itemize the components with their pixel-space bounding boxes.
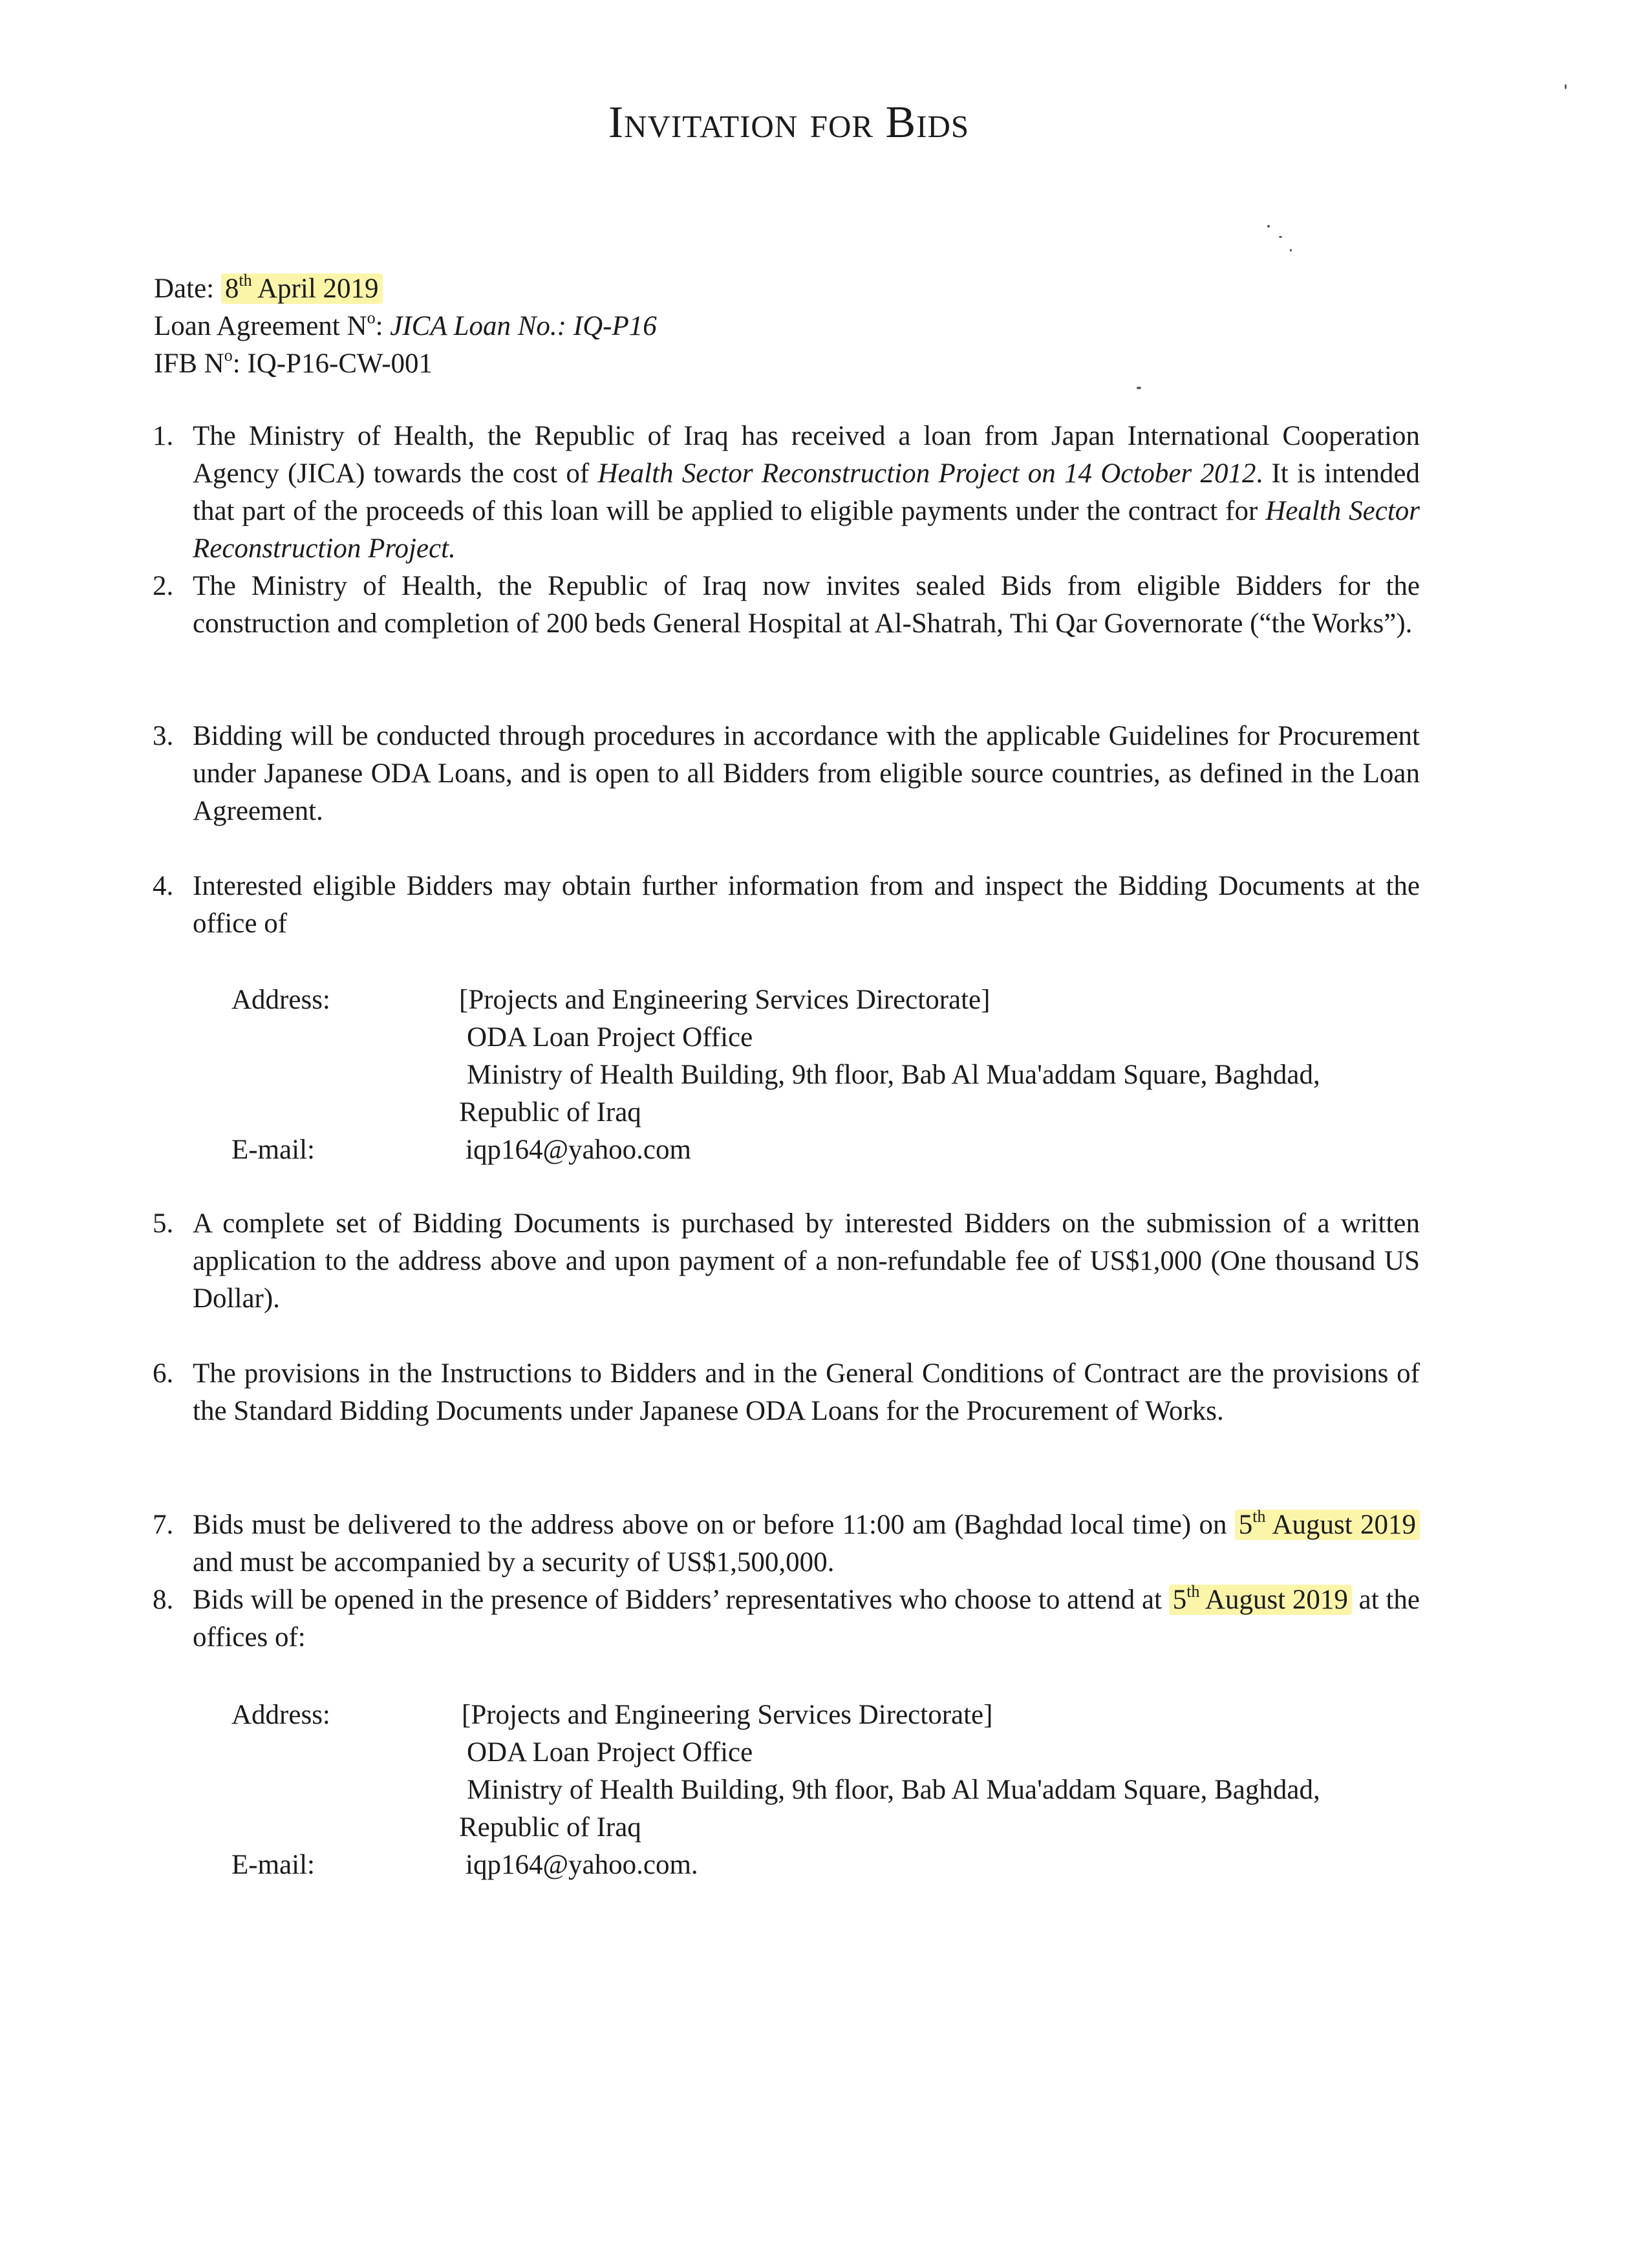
paragraph-8 xyxy=(153,1581,1420,1656)
project-name-italic: Health Sector Reconstruction Project on 14 October 2012 xyxy=(597,458,1256,489)
document-meta xyxy=(154,270,657,383)
deadline-suffix: th xyxy=(1252,1507,1266,1526)
email-label: E-mail: xyxy=(231,1135,315,1165)
paragraph-text-part: Bids will be opened in the presence of Bidders’ representatives who choose to attend at xyxy=(193,1585,1169,1615)
paragraph-1 xyxy=(153,418,1420,568)
paragraph-number: 8. xyxy=(153,1585,174,1615)
paragraph-number: 6. xyxy=(153,1358,174,1389)
address-line: [Projects and Engineering Services Directorate] xyxy=(459,985,991,1015)
ifb-colon: : xyxy=(232,348,241,379)
address-label: Address: xyxy=(231,1700,330,1730)
opening-month-year: August 2019 xyxy=(1205,1585,1348,1615)
address-line: Republic of Iraq xyxy=(459,1097,641,1128)
loan-agreement-sup: o xyxy=(367,308,376,327)
document-title: Invitation for Bids xyxy=(608,98,970,147)
opening-day: 5 xyxy=(1172,1585,1187,1615)
paragraph-6 xyxy=(153,1355,1420,1430)
deadline-date xyxy=(1235,1507,1420,1540)
project-name-italic: Health Sector Reconstruction Project. xyxy=(193,496,1420,564)
deadline-month-year: August 2019 xyxy=(1272,1510,1416,1540)
email-label: E-mail: xyxy=(231,1850,315,1880)
paragraph-number: 2. xyxy=(153,571,174,601)
date-line xyxy=(154,270,657,308)
date-label: Date: xyxy=(154,273,215,304)
date-value xyxy=(221,273,383,304)
address-line: ODA Loan Project Office xyxy=(467,1737,753,1768)
paragraph-number: 4. xyxy=(153,871,174,901)
ifb-sup: o xyxy=(224,346,233,365)
paragraph-number: 1. xyxy=(153,421,174,451)
paragraph-2 xyxy=(153,568,1420,643)
address-line: ODA Loan Project Office xyxy=(467,1022,753,1053)
scan-speck xyxy=(1267,225,1270,228)
paragraph-text-part: and must be accompanied by a security of US$1,500,000. xyxy=(193,1547,835,1578)
ifb-label: IFB N xyxy=(154,348,224,379)
paragraph-number: 3. xyxy=(153,721,174,751)
paragraph-4 xyxy=(153,868,1420,943)
opening-date xyxy=(1169,1582,1352,1615)
ifb-value: IQ-P16-CW-001 xyxy=(247,348,433,379)
paragraph-number: 5. xyxy=(153,1208,174,1239)
deadline-day: 5 xyxy=(1238,1510,1253,1540)
paragraph-text-part: Bids must be delivered to the address above on or before 11:00 am (Baghdad local time) on xyxy=(193,1510,1235,1540)
scan-speck xyxy=(1290,249,1292,251)
email-address: iqp164@yahoo.com xyxy=(466,1135,691,1165)
paragraph-text: A complete set of Bidding Documents is purchased by interested Bidders on the submission of a written application to the address above and upon payment of a non-refundable fee of US$1,000 (One thousand US Dollar). xyxy=(193,1208,1420,1314)
scan-speck xyxy=(1137,387,1141,389)
opening-suffix: th xyxy=(1186,1582,1200,1601)
paragraph-text xyxy=(193,418,1420,568)
paragraph-text: Interested eligible Bidders may obtain further information from and inspect the Bidding Documents at the office of xyxy=(193,871,1420,939)
paragraph-3 xyxy=(153,718,1420,830)
address-line: Ministry of Health Building, 9th floor, Bab Al Mua'addam Square, Baghdad, xyxy=(467,1775,1320,1805)
paragraph-5 xyxy=(153,1205,1420,1318)
loan-agreement-label: Loan Agreement N xyxy=(154,311,367,341)
paragraph-text: Bidding will be conducted through procedures in accordance with the applicable Guidelines for Procurement under Japanese ODA Loans, and is open to all Bidders from eligible source countries, as defined in the Loan Agreement. xyxy=(193,721,1420,826)
address-line: Ministry of Health Building, 9th floor, Bab Al Mua'addam Square, Baghdad, xyxy=(467,1060,1320,1090)
address-line: [Projects and Engineering Services Directorate] xyxy=(462,1700,993,1730)
date-suffix: th xyxy=(239,271,252,290)
paragraph-text: The provisions in the Instructions to Bidders and in the General Conditions of Contract are the provisions of the Standard Bidding Documents under Japanese ODA Loans for the Procurement of Works. xyxy=(193,1358,1420,1426)
address-label: Address: xyxy=(231,985,330,1015)
scan-speck xyxy=(1279,236,1282,238)
date-day: 8 xyxy=(224,273,239,304)
paragraph-text xyxy=(193,1581,1420,1656)
email-address: iqp164@yahoo.com. xyxy=(466,1850,698,1880)
paragraph-text-part: . It is intended that part of the proceeds of this loan will be applied to eligible payments under the contract for xyxy=(193,458,1420,526)
paragraph-text: The Ministry of Health, the Republic of Iraq now invites sealed Bids from eligible Bidders for the construction and completion of 200 beds General Hospital at Al-Shatrah, Thi Qar Governorate (“the Works”). xyxy=(193,571,1420,639)
paragraph-7 xyxy=(153,1506,1420,1581)
scan-speck xyxy=(1565,84,1567,89)
loan-agreement-value: JICA Loan No.: IQ-P16 xyxy=(390,311,657,341)
paragraph-number: 7. xyxy=(153,1510,174,1540)
paragraph-text-part: The Ministry of Health, the Republic of Iraq has received a loan from Japan International Cooperation Agency (JICA) towards the cost of xyxy=(193,421,1420,489)
paragraph-text xyxy=(193,1506,1420,1581)
ifb-number-line xyxy=(154,345,657,383)
paragraph-text-part: at the offices of: xyxy=(193,1585,1420,1653)
address-line: Republic of Iraq xyxy=(459,1812,641,1843)
date-month-year: April 2019 xyxy=(257,273,379,304)
loan-agreement-colon: : xyxy=(375,311,383,341)
loan-agreement-line xyxy=(154,308,657,345)
